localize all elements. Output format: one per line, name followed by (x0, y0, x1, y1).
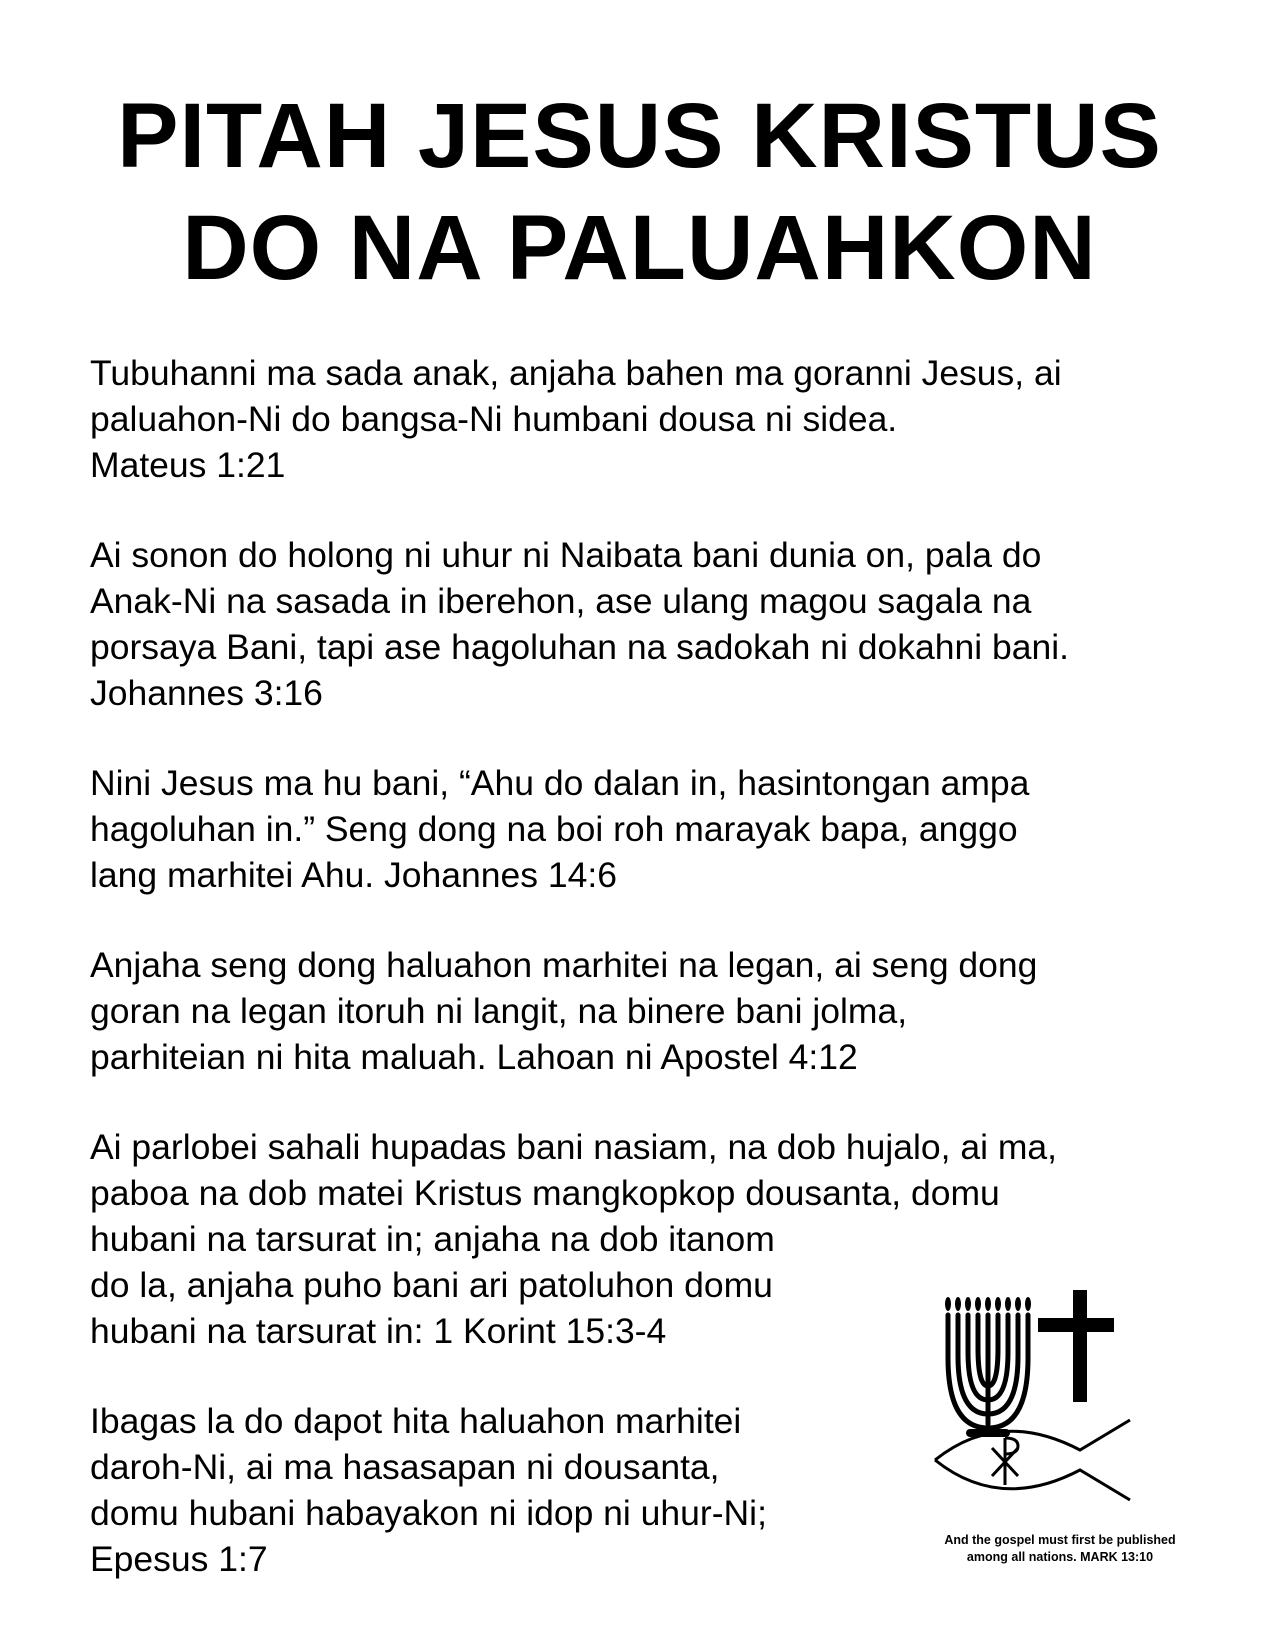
verse-reference: Johannes 3:16 (90, 673, 323, 713)
verse-line: Anjaha seng dong haluahon marhitei na legan, ai seng dong (90, 945, 1038, 985)
verse-line: daroh-Ni, ai ma hasasapan ni dousanta, (90, 1447, 720, 1487)
verse-johannes-14-6 (90, 760, 1210, 898)
verse-line: hubani na tarsurat in: 1 Korint 15:3-4 (90, 1311, 667, 1351)
verse-line: Nini Jesus ma hu bani, “Ahu do dalan in, hasintongan ampa (90, 763, 1030, 803)
ichthys-chi-rho-icon (935, 1420, 1130, 1500)
verse-line: Ibagas la do dapot hita haluahon marhitei (90, 1401, 742, 1441)
caption-line-1: And the gospel must first be published (944, 1533, 1176, 1547)
verse-line: porsaya Bani, tapi ase hagoluhan na sadokah ni dokahni bani. (90, 627, 1069, 667)
faith-symbols (930, 1290, 1170, 1520)
verse-apostel-4-12 (90, 942, 1210, 1080)
title-line-2: DO NA PALUAHKON (182, 197, 1097, 299)
verse-line: lang marhitei Ahu. Johannes 14:6 (90, 855, 617, 895)
verse-line: do la, anjaha puho bani ari patoluhon domu (90, 1265, 773, 1305)
verse-line: paboa na dob matei Kristus mangkopkop dousanta, domu (90, 1173, 1000, 1213)
verse-line: paluahon-Ni do bangsa-Ni humbani dousa ni sidea. (90, 399, 898, 439)
caption-line-2: among all nations. MARK 13:10 (966, 1550, 1154, 1564)
title-line-1: PITAH JESUS KRISTUS (117, 85, 1162, 187)
verse-line: goran na legan itoruh ni langit, na binere bani jolma, (90, 991, 908, 1031)
verse-line: parhiteian ni hita maluah. Lahoan ni Apostel 4:12 (90, 1037, 858, 1077)
verse-johannes-3-16 (90, 532, 1210, 716)
cross-icon (1038, 1290, 1114, 1402)
verse-line: hagoluhan in.” Seng dong na boi roh marayak bapa, anggo (90, 809, 1018, 849)
verse-line: domu hubani habayakon ni idop ni uhur-Ni; (90, 1493, 767, 1533)
menorah-icon (945, 1297, 1031, 1433)
verse-line: Ai parlobei sahali hupadas bani nasiam, na dob hujalo, ai ma, (90, 1127, 1058, 1167)
verse-mateus-1-21 (90, 350, 1210, 488)
verse-reference: Epesus 1:7 (90, 1539, 268, 1579)
page-title (0, 80, 1279, 304)
verse-line: hubani na tarsurat in; anjaha na dob itanom (90, 1219, 775, 1259)
verse-line: Tubuhanni ma sada anak, anjaha bahen ma goranni Jesus, ai (90, 353, 1062, 393)
verse-reference: Mateus 1:21 (90, 445, 286, 485)
symbols-caption (910, 1532, 1210, 1566)
verse-epesus-1-7 (90, 1398, 870, 1582)
verse-line: Anak-Ni na sasada in iberehon, ase ulang magou sagala na (90, 581, 1032, 621)
verse-line: Ai sonon do holong ni uhur ni Naibata bani dunia on, pala do (90, 535, 1042, 575)
